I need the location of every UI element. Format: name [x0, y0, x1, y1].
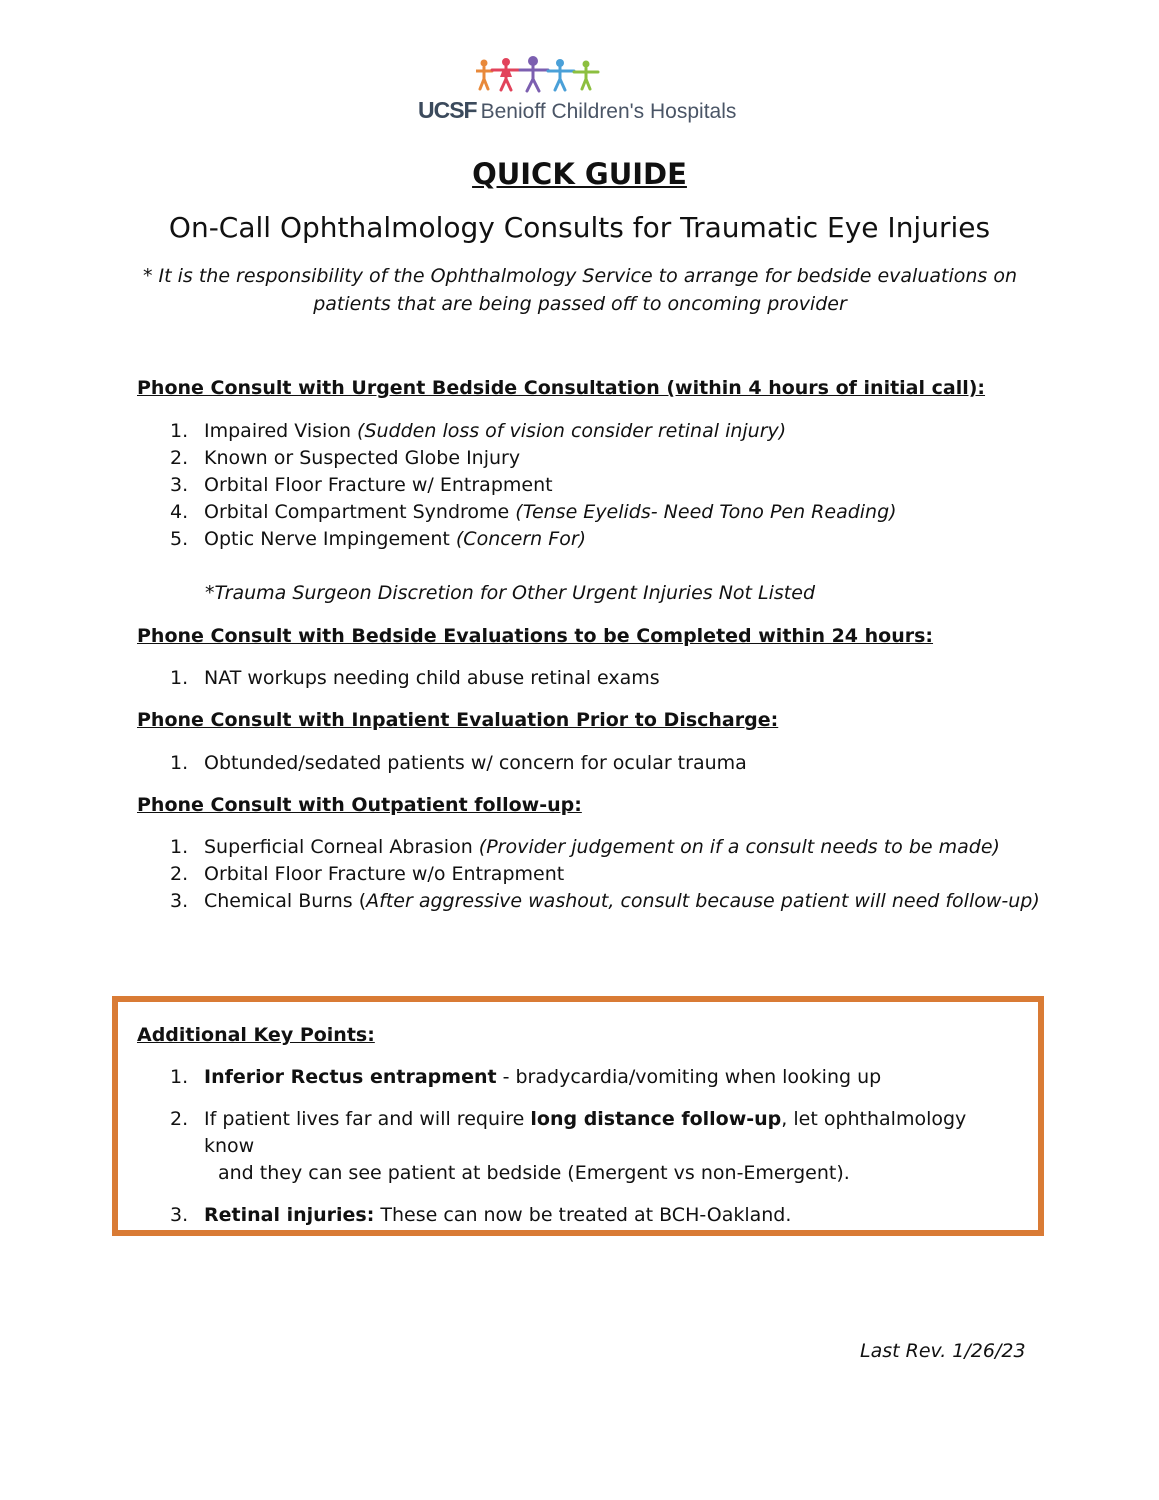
list-item	[165, 1202, 1015, 1229]
item-note: (Provider judgement on if a consult needs to be made)	[478, 836, 1000, 858]
item-text: Known or Suspected Globe Injury	[204, 447, 521, 469]
logo-hospital-name: Benioff Children's Hospitals	[480, 100, 737, 123]
item-pre: If patient lives far and will require	[204, 1108, 531, 1130]
item-number: 2.	[170, 1108, 189, 1130]
list-item	[165, 472, 897, 499]
item-note: (Sudden loss of vision consider retinal injury)	[357, 420, 787, 442]
item-number: 1.	[170, 836, 189, 858]
item-text: Impaired Vision	[204, 420, 358, 442]
list-item	[165, 1064, 1015, 1091]
item-number: 4.	[170, 501, 189, 523]
item-text: Orbital Floor Fracture w/ Entrapment	[204, 474, 553, 496]
item-number: 1.	[170, 1066, 189, 1088]
item-number: 1.	[170, 420, 189, 442]
logo-ucsf: UCSF	[418, 97, 477, 123]
item-text: Superficial Corneal Abrasion	[204, 836, 479, 858]
item-bold: Retinal injuries:	[204, 1204, 375, 1226]
list-item	[165, 445, 897, 472]
item-note: (Concern For)	[455, 528, 587, 550]
item-text: Optic Nerve Impingement	[204, 528, 456, 550]
item-text: Orbital Compartment Syndrome	[204, 501, 516, 523]
page-title: QUICK GUIDE	[472, 157, 687, 191]
item-text: Chemical Burns (	[204, 890, 367, 912]
list-item	[165, 888, 1040, 915]
section-heading-24-hours: Phone Consult with Bedside Evaluations to be Completed within 24 hours:	[137, 625, 934, 647]
key-points-list	[165, 1064, 1015, 1244]
item-text: Orbital Floor Fracture w/o Entrapment	[204, 863, 565, 885]
list-item	[165, 861, 1040, 888]
section-heading-urgent: Phone Consult with Urgent Bedside Consultation (within 4 hours of initial call):	[137, 377, 986, 399]
item-text: NAT workups needing child abuse retinal exams	[204, 667, 660, 689]
revision-date: Last Rev. 1/26/23	[860, 1340, 1026, 1362]
item-number: 1.	[170, 752, 189, 774]
item-number: 3.	[170, 1204, 189, 1226]
list-item	[165, 526, 897, 553]
outpatient-list	[165, 834, 1040, 915]
item-text: These can now be treated at BCH-Oakland.	[374, 1204, 792, 1226]
inpatient-list	[165, 750, 747, 777]
item-text: - bradycardia/vomiting when looking up	[496, 1066, 882, 1088]
24-hours-list	[165, 665, 660, 692]
list-item	[165, 750, 747, 777]
key-points-heading: Additional Key Points:	[137, 1024, 375, 1046]
hospital-logo	[418, 55, 748, 130]
item-bold: long distance follow-up	[530, 1108, 782, 1130]
children-figures-icon	[476, 55, 606, 93]
item-note: After aggressive washout, consult because patient will need follow-up)	[366, 890, 1040, 912]
trauma-surgeon-note: *Trauma Surgeon Discretion for Other Urgent Injuries Not Listed	[205, 582, 816, 604]
list-item	[165, 499, 897, 526]
page-subtitle: On-Call Ophthalmology Consults for Traumatic Eye Injuries	[168, 211, 991, 244]
key-points-box	[112, 996, 1044, 1236]
item-number: 3.	[170, 474, 189, 496]
responsibility-note-line-1: * It is the responsibility of the Ophthalmology Service to arrange for bedside evaluations on	[142, 265, 1018, 287]
logo-wordmark	[418, 93, 736, 130]
item-number: 5.	[170, 528, 189, 550]
responsibility-note-line-2: patients that are being passed off to oncoming provider	[313, 293, 847, 315]
list-item	[165, 1106, 1015, 1187]
item-text: , let ophthalmology know	[204, 1108, 967, 1157]
item-number: 3.	[170, 890, 189, 912]
list-item	[165, 418, 897, 445]
urgent-list	[165, 418, 897, 553]
item-number: 2.	[170, 863, 189, 885]
responsibility-note	[140, 262, 1020, 318]
list-item	[165, 834, 1040, 861]
section-heading-outpatient: Phone Consult with Outpatient follow-up:	[137, 794, 582, 816]
item-note: (Tense Eyelids- Need Tono Pen Reading)	[515, 501, 897, 523]
item-bold: Inferior Rectus entrapment	[204, 1066, 497, 1088]
item-text: Obtunded/sedated patients w/ concern for ocular trauma	[204, 752, 747, 774]
item-number: 2.	[170, 447, 189, 469]
item-number: 1.	[170, 667, 189, 689]
section-heading-inpatient: Phone Consult with Inpatient Evaluation Prior to Discharge:	[137, 709, 779, 731]
item-continuation: and they can see patient at bedside (Emergent vs non-Emergent).	[218, 1162, 850, 1184]
list-item	[165, 665, 660, 692]
